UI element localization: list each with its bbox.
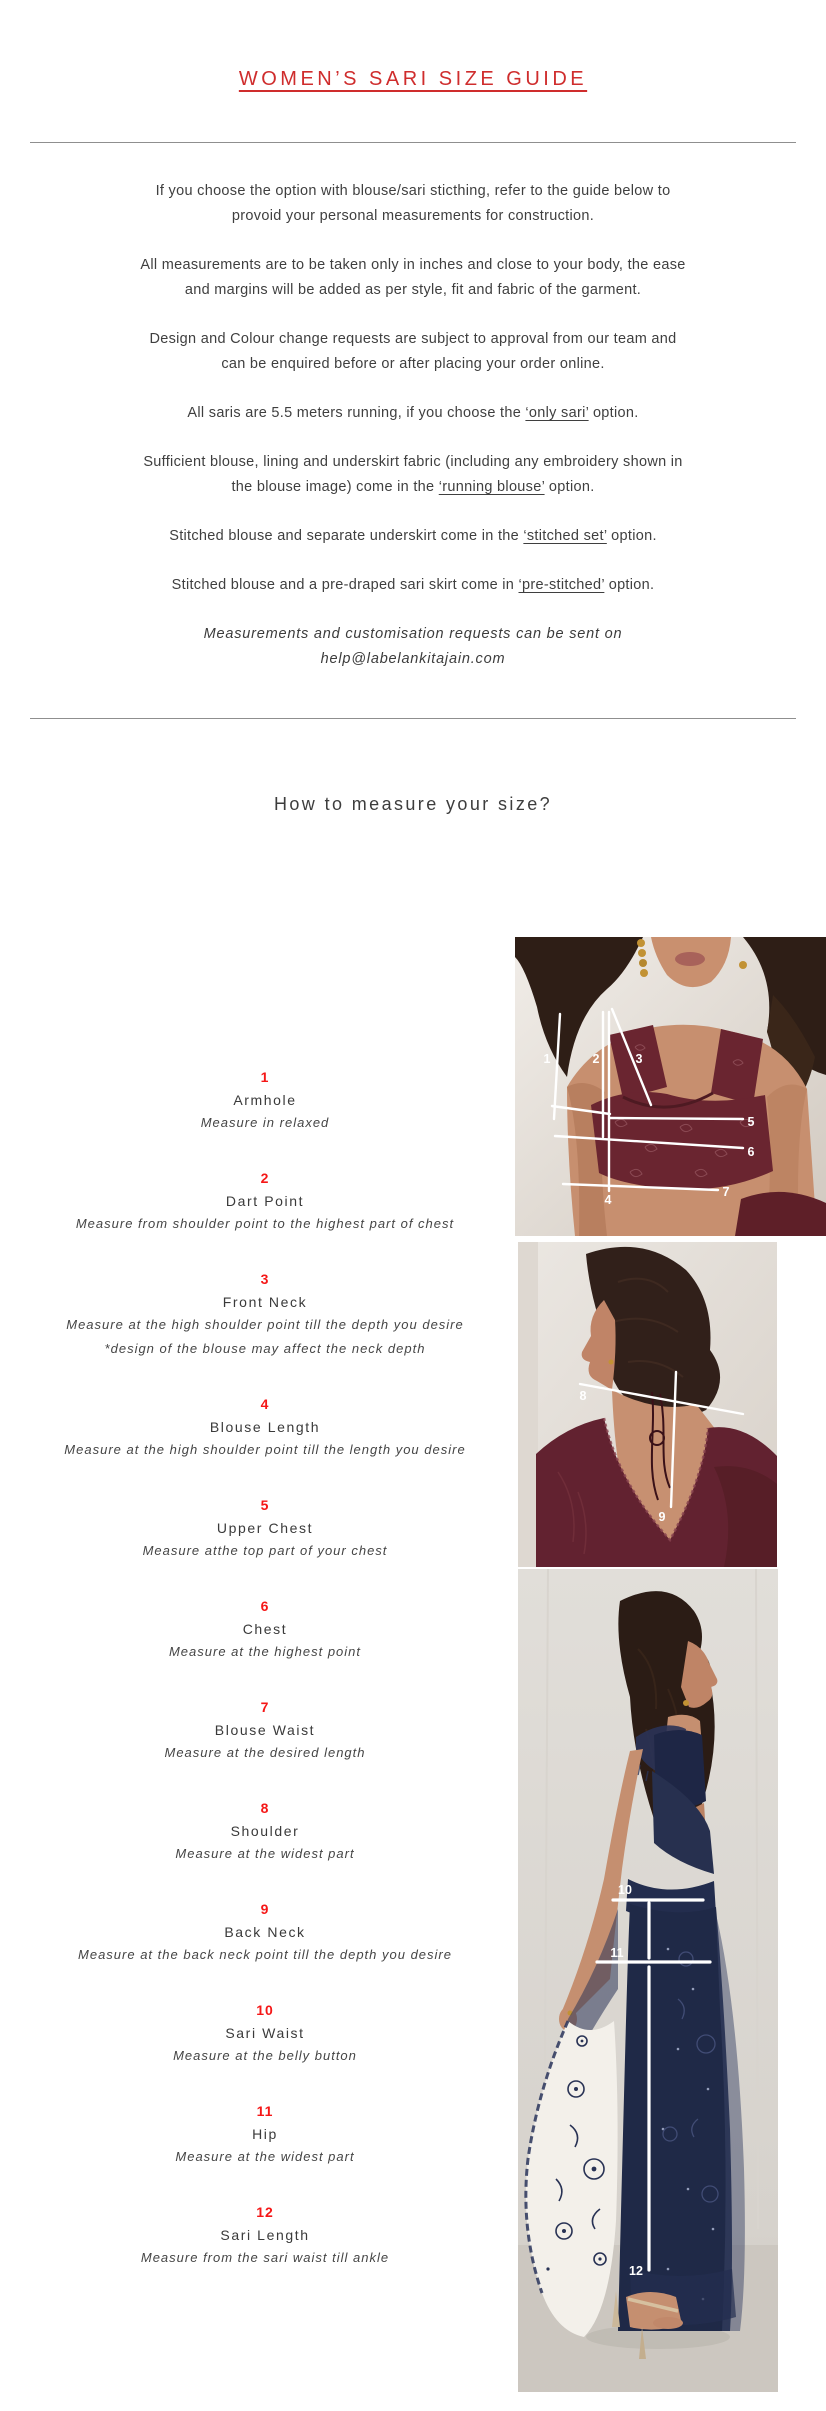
- measure-label-6: 6: [747, 1145, 755, 1159]
- measurement-item-dart-point: [0, 1168, 530, 1236]
- measurement-name: Shoulder: [230, 1823, 300, 1839]
- measurement-name: Front Neck: [222, 1294, 308, 1310]
- intro-text: [33, 179, 793, 672]
- measurement-number: 4: [260, 1396, 270, 1412]
- measurement-desc: Measure at the widest part: [175, 2149, 355, 2164]
- measurement-name: Blouse Length: [209, 1419, 321, 1435]
- measurement-name: Blouse Waist: [214, 1722, 316, 1738]
- contact-email[interactable]: help@labelankitajain.com: [320, 651, 506, 667]
- measurement-desc: Measure at the desired length: [164, 1745, 366, 1760]
- measurement-item-chest: [0, 1596, 530, 1664]
- measurement-number: 2: [260, 1170, 270, 1186]
- measurement-desc: Measure at the belly button: [173, 2048, 357, 2063]
- measurement-name: Armhole: [233, 1092, 297, 1108]
- measurement-desc: Measure at the high shoulder point till the depth you desire: [66, 1317, 464, 1332]
- measurement-number: 9: [260, 1901, 270, 1917]
- intro-paragraph: Design and Colour change requests are subject to approval from our team and can be enquired before or after placing your order online.: [149, 331, 677, 372]
- measurement-item-armhole: [0, 1067, 530, 1135]
- measure-photo-back: [518, 1242, 777, 1567]
- measurement-item-shoulder: [0, 1798, 530, 1866]
- measurement-desc: Measure in relaxed: [200, 1115, 330, 1130]
- measurement-number: 1: [260, 1069, 270, 1085]
- only-sari-option-link[interactable]: ‘only sari’: [525, 405, 589, 421]
- measurement-item-front-neck: [0, 1269, 530, 1361]
- measurement-name: Chest: [242, 1621, 288, 1637]
- pre-stitched-option-link[interactable]: ‘pre-stitched’: [518, 577, 605, 593]
- measurement-item-hip: [0, 2101, 530, 2169]
- sari-full-illustration: [518, 1569, 778, 2392]
- measurement-number: 12: [256, 2204, 274, 2220]
- measure-label-9: 9: [658, 1510, 666, 1524]
- measure-label-12: 12: [629, 2264, 643, 2278]
- measurement-number: 6: [260, 1598, 270, 1614]
- measure-label-8: 8: [579, 1389, 587, 1403]
- measurement-desc: Measure at the back neck point till the depth you desire: [78, 1947, 452, 1962]
- measure-section: [0, 932, 826, 2394]
- intro-paragraph: If you choose the option with blouse/sari sticthing, refer to the guide below to provoid your personal measurements for construction.: [155, 183, 671, 224]
- measurement-desc: Measure at the widest part: [175, 1846, 355, 1861]
- measurement-number: 8: [260, 1800, 270, 1816]
- measurement-item-blouse-waist: [0, 1697, 530, 1765]
- measurement-desc: Measure at the highest point: [168, 1644, 362, 1659]
- divider-top: [30, 142, 796, 143]
- measurement-name: Hip: [252, 2126, 278, 2142]
- measurement-number: 10: [256, 2002, 274, 2018]
- measurement-number: 11: [256, 2103, 274, 2119]
- intro-paragraph: Sufficient blouse, lining and underskirt fabric (including any embroidery shown in the blouse image) come in the ‘running blouse’ option.: [143, 454, 683, 495]
- measure-photo-front: [515, 937, 826, 1236]
- intro-paragraph: All measurements are to be taken only in inches and close to your body, the ease and margins will be added as per style, fit and fabric of the garment.: [140, 257, 686, 298]
- measurement-name: Back Neck: [224, 1924, 306, 1940]
- running-blouse-option-link[interactable]: ‘running blouse’: [438, 479, 545, 495]
- measurement-item-blouse-length: [0, 1394, 530, 1462]
- stitched-set-option-link[interactable]: ‘stitched set’: [523, 528, 607, 544]
- measure-label-10: 10: [618, 1883, 632, 1897]
- section-heading: How to measure your size?: [273, 794, 553, 814]
- measure-label-4: 4: [604, 1193, 612, 1207]
- measure-label-1: 1: [543, 1052, 551, 1066]
- intro-paragraph: Stitched blouse and a pre-draped sari skirt come in ‘pre-stitched’ option.: [171, 577, 655, 593]
- measurement-number: 5: [260, 1497, 270, 1513]
- intro-paragraph: Stitched blouse and separate underskirt come in the ‘stitched set’ option.: [169, 528, 657, 544]
- measurement-list: [0, 1067, 530, 2303]
- measurement-name: Sari Length: [220, 2227, 310, 2243]
- blouse-front-illustration: [515, 937, 826, 1236]
- page-title: WOMEN’S SARI SIZE GUIDE: [238, 68, 588, 90]
- intro-paragraph: All saris are 5.5 meters running, if you choose the ‘only sari’ option.: [187, 405, 639, 421]
- divider-middle: [30, 718, 796, 719]
- measurement-name: Sari Waist: [225, 2025, 305, 2041]
- measurement-desc: Measure from shoulder point to the highest part of chest: [75, 1216, 455, 1231]
- customisation-note: Measurements and customisation requests can be sent on help@labelankitajain.com: [33, 622, 793, 672]
- measurement-number: 3: [260, 1271, 270, 1287]
- measurement-name: Dart Point: [225, 1193, 305, 1209]
- measure-label-7: 7: [722, 1185, 730, 1199]
- measurement-name: Upper Chest: [216, 1520, 314, 1536]
- measure-label-11: 11: [610, 1946, 624, 1960]
- measurement-desc: Measure atthe top part of your chest: [142, 1543, 388, 1558]
- measurement-note: *design of the blouse may affect the neck depth: [104, 1341, 426, 1356]
- measurement-item-back-neck: [0, 1899, 530, 1967]
- measurement-desc: Measure at the high shoulder point till the length you desire: [64, 1442, 466, 1457]
- measurement-item-sari-length: [0, 2202, 530, 2270]
- measure-label-5: 5: [747, 1115, 755, 1129]
- measure-label-2: 2: [592, 1052, 600, 1066]
- measurement-item-sari-waist: [0, 2000, 530, 2068]
- measure-label-3: 3: [635, 1052, 643, 1066]
- measure-photo-full: [518, 1569, 778, 2392]
- measurement-number: 7: [260, 1699, 270, 1715]
- measurement-item-upper-chest: [0, 1495, 530, 1563]
- measurement-desc: Measure from the sari waist till ankle: [140, 2250, 390, 2265]
- blouse-back-illustration: [518, 1242, 777, 1567]
